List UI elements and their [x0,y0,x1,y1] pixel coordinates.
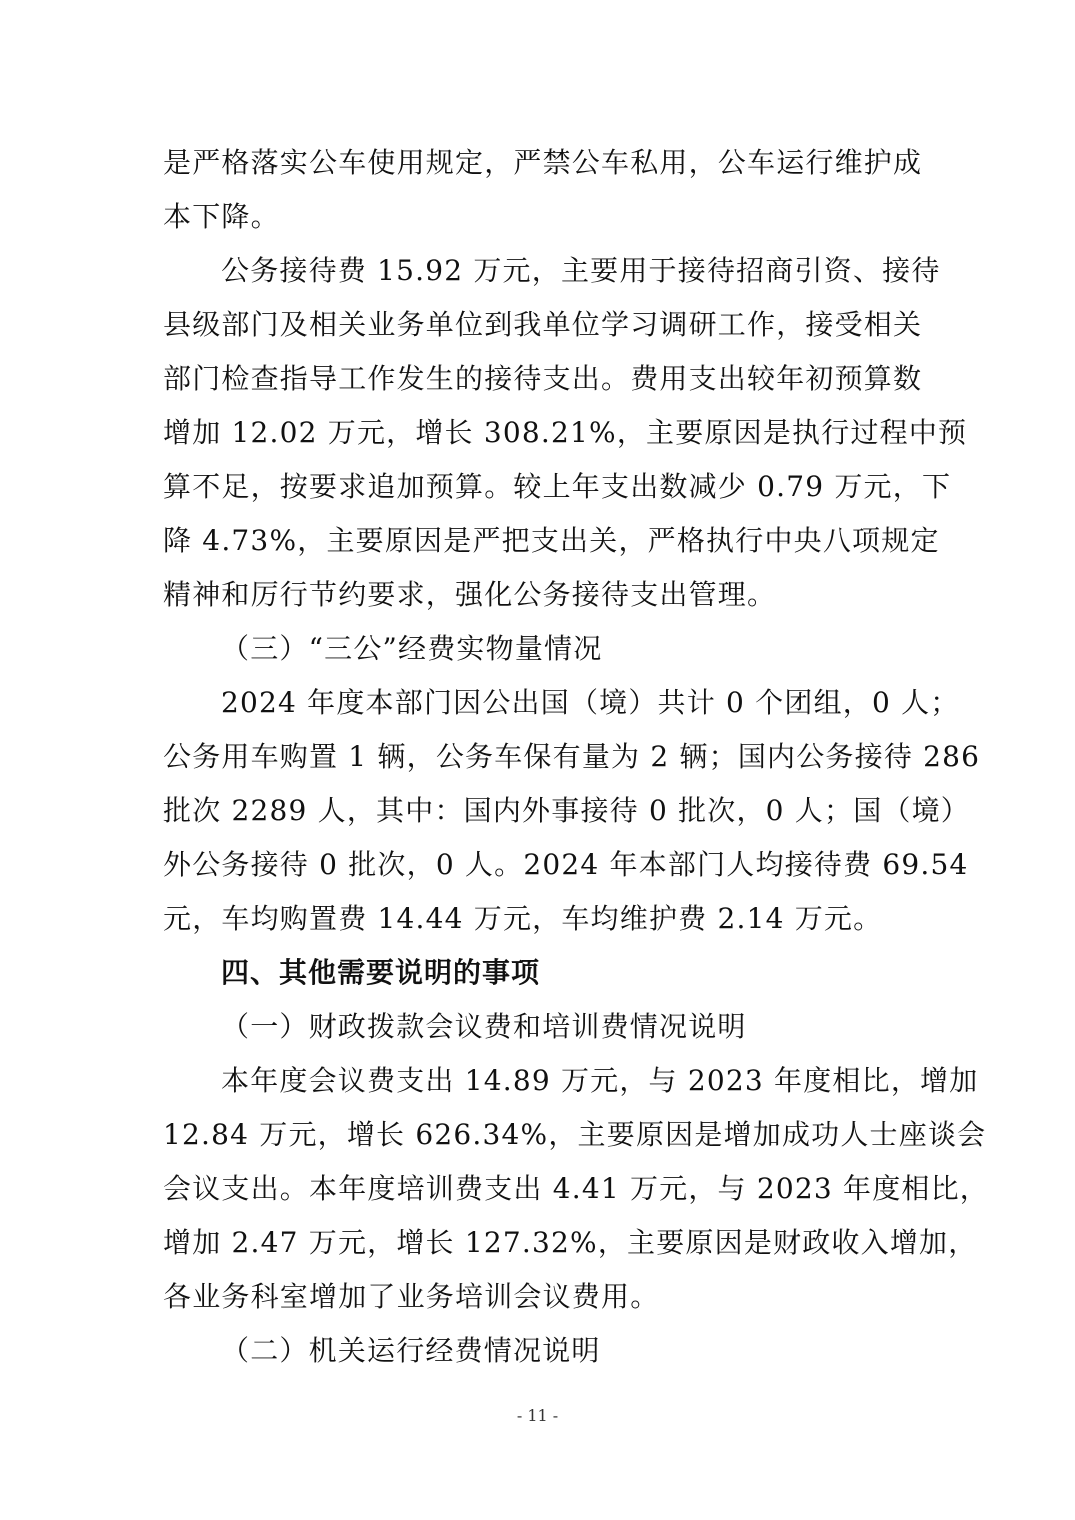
subheading: （二）机关运行经费情况说明 [221,1334,601,1367]
paragraph-line: 算不足，按要求追加预算。较上年支出数减少 0.79 万元，下 [163,470,952,503]
paragraph-line: 增加 12.02 万元，增长 308.21%，主要原因是执行过程中预 [163,416,968,449]
paragraph-line: 公务用车购置 1 辆，公务车保有量为 2 辆；国内公务接待 286 [163,740,981,773]
paragraph-line: 2024 年度本部门因公出国（境）共计 0 个团组，0 人； [221,686,960,719]
paragraph-line: 部门检查指导工作发生的接待支出。费用支出较年初预算数 [163,362,923,395]
paragraph-line: 公务接待费 15.92 万元，主要用于接待招商引资、接待 [221,254,941,287]
paragraph-line: 县级部门及相关业务单位到我单位学习调研工作，接受相关 [163,308,923,341]
paragraph-line: 各业务科室增加了业务培训会议费用。 [163,1280,660,1313]
body-text [163,136,990,1378]
paragraph-line: 批次 2289 人，其中：国内外事接待 0 批次，0 人；国（境） [163,794,970,827]
subheading: （三）“三公”经费实物量情况 [221,632,603,665]
paragraph-line: 是严格落实公车使用规定，严禁公车私用，公车运行维护成 [163,146,923,179]
paragraph-line: 本下降。 [163,200,280,233]
paragraph-line: 元，车均购置费 14.44 万元，车均维护费 2.14 万元。 [163,902,883,935]
paragraph-line: 会议支出。本年度培训费支出 4.41 万元，与 2023 年度相比， [163,1172,990,1205]
paragraph-line: 12.84 万元，增长 626.34%，主要原因是增加成功人士座谈会 [163,1118,987,1151]
paragraph-line: 本年度会议费支出 14.89 万元，与 2023 年度相比，增加 [221,1064,979,1097]
subheading: （一）财政拨款会议费和培训费情况说明 [221,1010,747,1043]
paragraph-line: 精神和厉行节约要求，强化公务接待支出管理。 [163,578,777,611]
paragraph-line: 外公务接待 0 批次，0 人。2024 年本部门人均接待费 69.54 [163,848,969,881]
paragraph-line: 增加 2.47 万元，增长 127.32%，主要原因是财政收入增加， [163,1226,978,1259]
page-number: - 11 - [516,1406,559,1425]
paragraph-line: 降 4.73%，主要原因是严把支出关，严格执行中央八项规定 [163,524,940,557]
section-heading: 四、其他需要说明的事项 [221,956,541,989]
